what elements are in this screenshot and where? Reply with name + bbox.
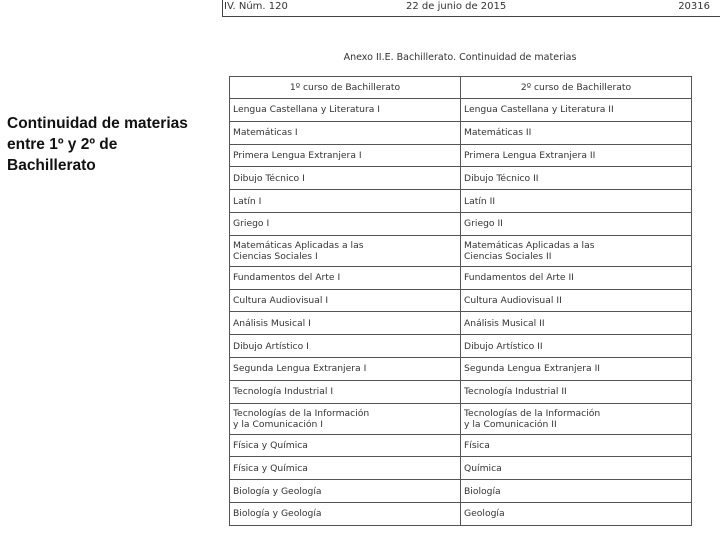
- subject-first-year: [230, 380, 461, 403]
- subject-first-year: [230, 502, 461, 525]
- subject-text-line: y la Comunicación I: [233, 418, 324, 430]
- subject-text-line: Análisis Musical II: [464, 317, 545, 329]
- subject-text-line: Matemáticas Aplicadas a las: [464, 239, 595, 251]
- subject-text-line: Tecnologías de la Información: [464, 407, 601, 419]
- subject-text-line: Primera Lengua Extranjera II: [464, 149, 596, 161]
- document-header: [222, 0, 720, 17]
- subject-second-year: [461, 144, 692, 167]
- subject-text-line: Física y Química: [233, 462, 308, 474]
- subject-first-year: [230, 403, 461, 434]
- table-row: [230, 380, 692, 403]
- subject-first-year: [230, 289, 461, 312]
- table-row: [230, 335, 692, 358]
- subject-first-year: [230, 357, 461, 380]
- table-row: [230, 480, 692, 503]
- subject-first-year: [230, 99, 461, 122]
- subject-text-line: Latín II: [464, 195, 496, 207]
- table-row: [230, 502, 692, 525]
- subject-second-year: [461, 335, 692, 358]
- subject-text-line: Análisis Musical I: [233, 317, 311, 329]
- subject-text-line: Lengua Castellana y Literatura I: [233, 104, 380, 116]
- table-row: [230, 99, 692, 122]
- subject-second-year: [461, 480, 692, 503]
- subject-text-line: Griego II: [464, 218, 503, 230]
- subject-text-line: Biología y Geología: [233, 485, 322, 497]
- subject-text-line: Matemáticas I: [233, 127, 298, 139]
- table-row: [230, 144, 692, 167]
- subject-first-year: [230, 190, 461, 213]
- subject-first-year: [230, 266, 461, 289]
- subject-text-line: Ciencias Sociales I: [233, 250, 318, 262]
- slide-title-line: entre 1º y 2º de: [7, 136, 118, 153]
- table-row: [230, 403, 692, 434]
- subject-first-year: [230, 480, 461, 503]
- subject-second-year: [461, 266, 692, 289]
- annex-title: Anexo II.E. Bachillerato. Continuidad de materias: [343, 52, 577, 63]
- table-row: [230, 434, 692, 457]
- subject-text-line: Segunda Lengua Extranjera II: [464, 363, 601, 375]
- subject-second-year: [461, 502, 692, 525]
- subject-first-year: [230, 144, 461, 167]
- slide-title: [7, 113, 222, 176]
- table-header-row: [230, 77, 692, 99]
- slide-title-line: Continuidad de materias: [7, 115, 188, 132]
- column-header-second-year: 2º curso de Bachillerato: [461, 77, 692, 99]
- subject-text-line: Dibujo Artístico I: [233, 340, 309, 352]
- subject-text-line: Ciencias Sociales II: [464, 250, 552, 262]
- subject-text-line: Fundamentos del Arte I: [233, 272, 341, 284]
- subject-text-line: Química: [464, 462, 502, 474]
- table-row: [230, 289, 692, 312]
- subject-second-year: [461, 121, 692, 144]
- subject-text-line: Matemáticas Aplicadas a las: [233, 239, 364, 251]
- subject-text-line: Biología: [464, 485, 501, 497]
- table-row: [230, 121, 692, 144]
- subject-text-line: Tecnología Industrial I: [233, 386, 334, 398]
- table-row: [230, 212, 692, 235]
- subject-second-year: [461, 357, 692, 380]
- document-scan: [222, 0, 720, 540]
- table-row: [230, 190, 692, 213]
- subject-text-line: Tecnología Industrial II: [464, 386, 567, 398]
- subject-text-line: Dibujo Técnico II: [464, 172, 539, 184]
- subject-text-line: Lengua Castellana y Literatura II: [464, 104, 614, 116]
- subject-text-line: Latín I: [233, 195, 262, 207]
- subject-first-year: [230, 212, 461, 235]
- table-row: [230, 457, 692, 480]
- subject-second-year: [461, 167, 692, 190]
- subject-text-line: Matemáticas II: [464, 127, 532, 139]
- subject-text-line: Cultura Audiovisual I: [233, 294, 329, 306]
- subject-text-line: Primera Lengua Extranjera I: [233, 149, 362, 161]
- subject-second-year: [461, 312, 692, 335]
- subject-second-year: [461, 457, 692, 480]
- subject-first-year: [230, 434, 461, 457]
- subjects-table: [229, 76, 692, 526]
- page-number: 20316: [678, 1, 710, 12]
- subject-second-year: [461, 289, 692, 312]
- subject-second-year: [461, 434, 692, 457]
- subject-text-line: Física y Química: [233, 439, 308, 451]
- subject-text-line: Física: [464, 439, 490, 451]
- subject-second-year: [461, 380, 692, 403]
- subject-text-line: Segunda Lengua Extranjera I: [233, 363, 367, 375]
- column-header-first-year: 1º curso de Bachillerato: [230, 77, 461, 99]
- subject-text-line: Fundamentos del Arte II: [464, 272, 574, 284]
- table-row: [230, 312, 692, 335]
- subject-first-year: [230, 335, 461, 358]
- table-row: [230, 357, 692, 380]
- subject-text-line: Biología y Geología: [233, 508, 322, 520]
- subject-first-year: [230, 235, 461, 266]
- subject-text-line: Dibujo Artístico II: [464, 340, 543, 352]
- subject-text-line: Geología: [464, 508, 505, 520]
- subject-text-line: Cultura Audiovisual II: [464, 294, 562, 306]
- subject-first-year: [230, 312, 461, 335]
- subject-second-year: [461, 190, 692, 213]
- table-row: [230, 235, 692, 266]
- subject-second-year: [461, 403, 692, 434]
- table-row: [230, 167, 692, 190]
- subject-text-line: Dibujo Técnico I: [233, 172, 305, 184]
- subject-second-year: [461, 99, 692, 122]
- bulletin-date: 22 de junio de 2015: [406, 1, 507, 12]
- subject-second-year: [461, 235, 692, 266]
- table-body: [230, 99, 692, 526]
- subject-text-line: Griego I: [233, 218, 270, 230]
- bulletin-number: IV. Núm. 120: [224, 1, 288, 12]
- header-divider: [222, 0, 223, 16]
- subject-second-year: [461, 212, 692, 235]
- slide-title-line: Bachillerato: [7, 157, 96, 174]
- subject-first-year: [230, 121, 461, 144]
- subject-first-year: [230, 167, 461, 190]
- subject-text-line: y la Comunicación II: [464, 418, 557, 430]
- subject-first-year: [230, 457, 461, 480]
- subject-text-line: Tecnologías de la Información: [233, 407, 370, 419]
- table-row: [230, 266, 692, 289]
